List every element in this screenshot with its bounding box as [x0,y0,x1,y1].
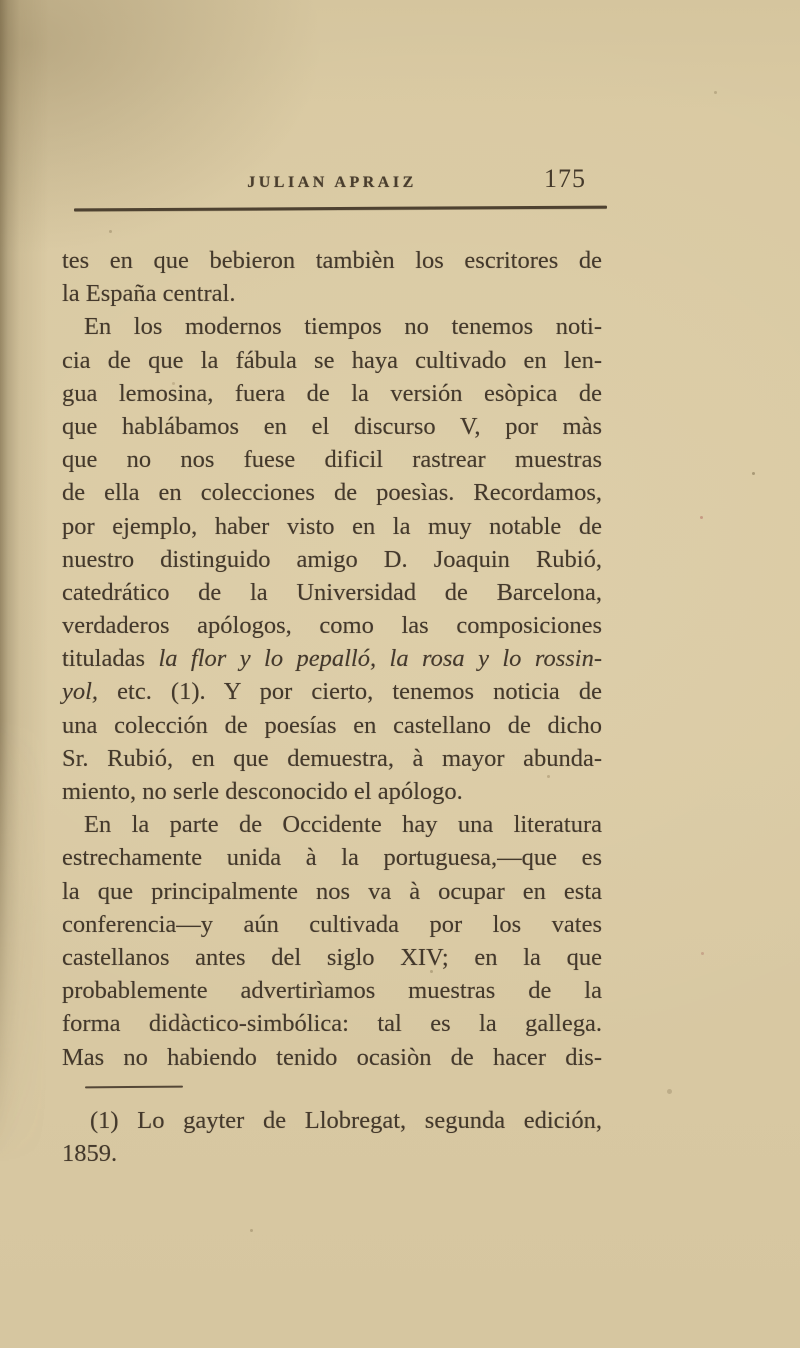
footnote-rule [85,1086,183,1089]
text-line: de ella en colecciones de poesìas. Recordamos, [62,479,602,507]
text-line: por ejemplo, haber visto en la muy notable de [62,512,602,540]
text-line: forma didàctico-simbólica: tal es la gallega. [62,1010,602,1038]
text-line: verdaderos apólogos, como las composiciones [62,612,602,640]
text-line: miento, no serle desconocido el apólogo. [62,778,463,805]
text-line: cia de que la fábula se haya cultivado en len- [62,346,602,374]
footnote [62,1104,602,1170]
text-line: probablemente advertirìamos muestras de la [62,977,602,1005]
text-line: la que principalmente nos va à ocupar en esta [62,877,602,905]
paper-speckles [752,472,755,475]
text-line: En los modernos tiempos no tenemos noti- [84,313,602,341]
text-segment: etc. (1). Y por cierto, tenemos noticia de [98,678,602,706]
header-rule [74,206,607,211]
text-line: conferencia—y aún cultivada por los vates [62,910,602,938]
text-line: castellanos antes del siglo XIV; en la que [62,943,602,971]
text-line: Sr. Rubió, en que demuestra, à mayor abunda- [62,744,602,772]
text-line [62,642,602,675]
italic-text-segment: la flor y lo pepalló, la rosa y lo rossin- [158,645,602,673]
text-line: catedrático de la Universidad de Barcelona, [62,578,602,606]
text-line: gua lemosina, fuera de la versión esòpica de [62,379,602,407]
text-line: la España central. [62,280,236,308]
text-line: que no nos fuese dificil rastrear muestras [62,446,602,474]
page-edge-shadow [0,0,48,1200]
footnote-line: (1) Lo gayter de Llobregat, segunda edición, [90,1107,602,1134]
page-number: 175 [544,164,586,193]
text-line [62,675,602,708]
italic-text-segment: yol, [62,678,99,706]
text-line: que hablábamos en el discurso V, por màs [62,412,602,440]
text-line: En la parte de Occidente hay una literatura [84,811,602,839]
running-header-author: JULIAN APRAIZ [247,174,417,191]
text-line: Mas no habiendo tenido ocasiòn de hacer dis- [62,1043,602,1071]
text-line: estrechamente unida à la portuguesa,—que es [62,844,602,872]
footnote-line: 1859. [62,1140,118,1168]
text-segment: tituladas [62,645,159,673]
body-text [62,244,602,1074]
text-line: nuestro distinguido amigo D. Joaquin Rubió, [62,545,602,573]
text-line: una colección de poesías en castellano de dicho [62,711,602,739]
text-line: tes en que bebieron tambièn los escritores de [62,247,602,274]
